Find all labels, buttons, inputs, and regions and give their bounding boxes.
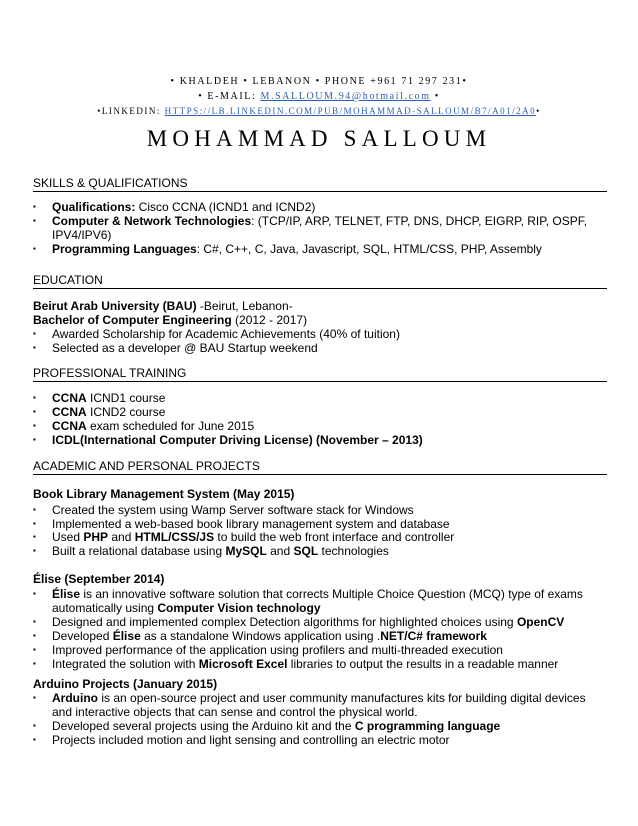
section-heading-education: EDUCATION [33, 273, 607, 289]
linkedin-suffix: • [536, 106, 541, 116]
project-title: Élise (September 2014) [33, 572, 165, 586]
project-item: ▪ Created the system using Wamp Server software stack for Windows [33, 503, 414, 517]
project-item: ▪ Integrated the solution with Microsoft Excel libraries to output the results in a readable manner [33, 657, 559, 671]
training-item: ▪ CCNA ICND2 course [33, 405, 166, 419]
project-item: ▪ Implemented a web-based book library management system and database [33, 517, 450, 531]
bullet-icon: ▪ [33, 216, 36, 225]
project-item: ▪ Projects included motion and light sensing and controlling an electric motor [33, 733, 450, 747]
project-item: ▪ Built a relational database using MySQL and SQL technologies [33, 544, 389, 558]
skills-item-text: : C#, C++, C, Java, Javascript, SQL, HTML/CSS, PHP, Assembly [196, 242, 542, 256]
bullet-icon: ▪ [33, 435, 36, 444]
section-heading-projects: ACADEMIC AND PERSONAL PROJECTS [33, 459, 607, 475]
skills-item-label: Programming Languages [52, 242, 197, 256]
training-item: ▪ ICDL(International Computer Driving License) (November – 2013) [33, 433, 423, 447]
bullet-icon: ▪ [33, 202, 36, 211]
email-link[interactable]: M.SALLOUM.94@hotmail.com [260, 91, 431, 102]
training-item: ▪ CCNA exam scheduled for June 2015 [33, 419, 255, 433]
contact-line-email [0, 91, 638, 102]
project-item: ▪ Developed Élise as a standalone Windows application using .NET/C# framework [33, 629, 487, 643]
bullet-icon: ▪ [33, 421, 36, 430]
bullet-icon: ▪ [33, 721, 36, 730]
skills-item [33, 242, 607, 256]
bullet-icon: ▪ [33, 546, 36, 555]
project-item: ▪ Improved performance of the application using profilers and multi-threaded execution [33, 643, 503, 657]
bullet-icon: ▪ [33, 407, 36, 416]
skills-item-text: : (TCP/IP, ARP, TELNET, FTP, DNS, DHCP, EIGRP, RIP, OSPF, IPV4/IPV6) [52, 214, 588, 242]
university-location: -Beirut, Lebanon- [196, 299, 293, 313]
university-name: Beirut Arab University (BAU) [33, 299, 197, 313]
project-title: Book Library Management System (May 2015) [33, 487, 295, 501]
contact-line-address-phone: • KHALDEH • LEBANON • PHONE +961 71 297 231• [170, 76, 468, 87]
project-item: ▪ Arduino is an open-source project and user community manufactures kits for building digital devices and interactive objects that can sense and control the physical world. [33, 691, 586, 719]
bullet-icon: ▪ [33, 393, 36, 402]
project-item: ▪ Developed several projects using the Arduino kit and the C programming language [33, 719, 501, 733]
bullet-icon: ▪ [33, 693, 36, 702]
bullet-icon: ▪ [33, 505, 36, 514]
bullet-icon: ▪ [33, 735, 36, 744]
degree-years: (2012 - 2017) [231, 313, 308, 327]
bullet-icon: ▪ [33, 645, 36, 654]
candidate-name: MOHAMMAD SALLOUM [146, 126, 492, 151]
project-item: ▪ Designed and implemented complex Detection algorithms for highlighted choices using OpenCV [33, 615, 565, 629]
bullet-icon: ▪ [33, 617, 36, 626]
bullet-icon: ▪ [33, 659, 36, 668]
contact-line-linkedin [0, 106, 638, 116]
skills-item [33, 214, 607, 242]
bullet-icon: ▪ [33, 329, 36, 338]
skills-item-label: Qualifications: [52, 200, 136, 214]
email-suffix: • [430, 91, 440, 102]
bullet-icon: ▪ [33, 519, 36, 528]
section-heading-training: PROFESSIONAL TRAINING [33, 366, 607, 382]
project-title: Arduino Projects (January 2015) [33, 677, 218, 691]
email-prefix: • E-MAIL: [198, 91, 261, 102]
education-university [33, 299, 293, 313]
section-heading-skills: SKILLS & QUALIFICATIONS [33, 176, 607, 192]
project-item: ▪ Élise is an innovative software solution that corrects Multiple Choice Question (MCQ) type of exams automatically using Computer Vision technology [33, 587, 583, 615]
education-degree [33, 313, 307, 327]
skills-item-label: Computer & Network Technologies [52, 214, 252, 228]
education-item: ▪ Selected as a developer @ BAU Startup weekend [33, 341, 318, 355]
skills-item-text: Cisco CCNA (ICND1 and ICND2) [135, 200, 316, 214]
training-item: ▪ CCNA ICND1 course [33, 391, 166, 405]
bullet-icon: ▪ [33, 532, 36, 541]
skills-item [33, 200, 607, 214]
bullet-icon: ▪ [33, 343, 36, 352]
degree-name: Bachelor of Computer Engineering [33, 313, 232, 327]
linkedin-link[interactable]: HTTPS://LB.LINKEDIN.COM/PUB/MOHAMMAD-SALLOUM/B7/A01/2A0 [164, 106, 537, 116]
bullet-icon: ▪ [33, 244, 36, 253]
bullet-icon: ▪ [33, 589, 36, 598]
linkedin-prefix: •LINKEDIN: [97, 106, 165, 116]
education-item: ▪ Awarded Scholarship for Academic Achievements (40% of tuition) [33, 327, 400, 341]
project-item: ▪ Used PHP and HTML/CSS/JS to build the web front interface and controller [33, 530, 455, 544]
bullet-icon: ▪ [33, 631, 36, 640]
